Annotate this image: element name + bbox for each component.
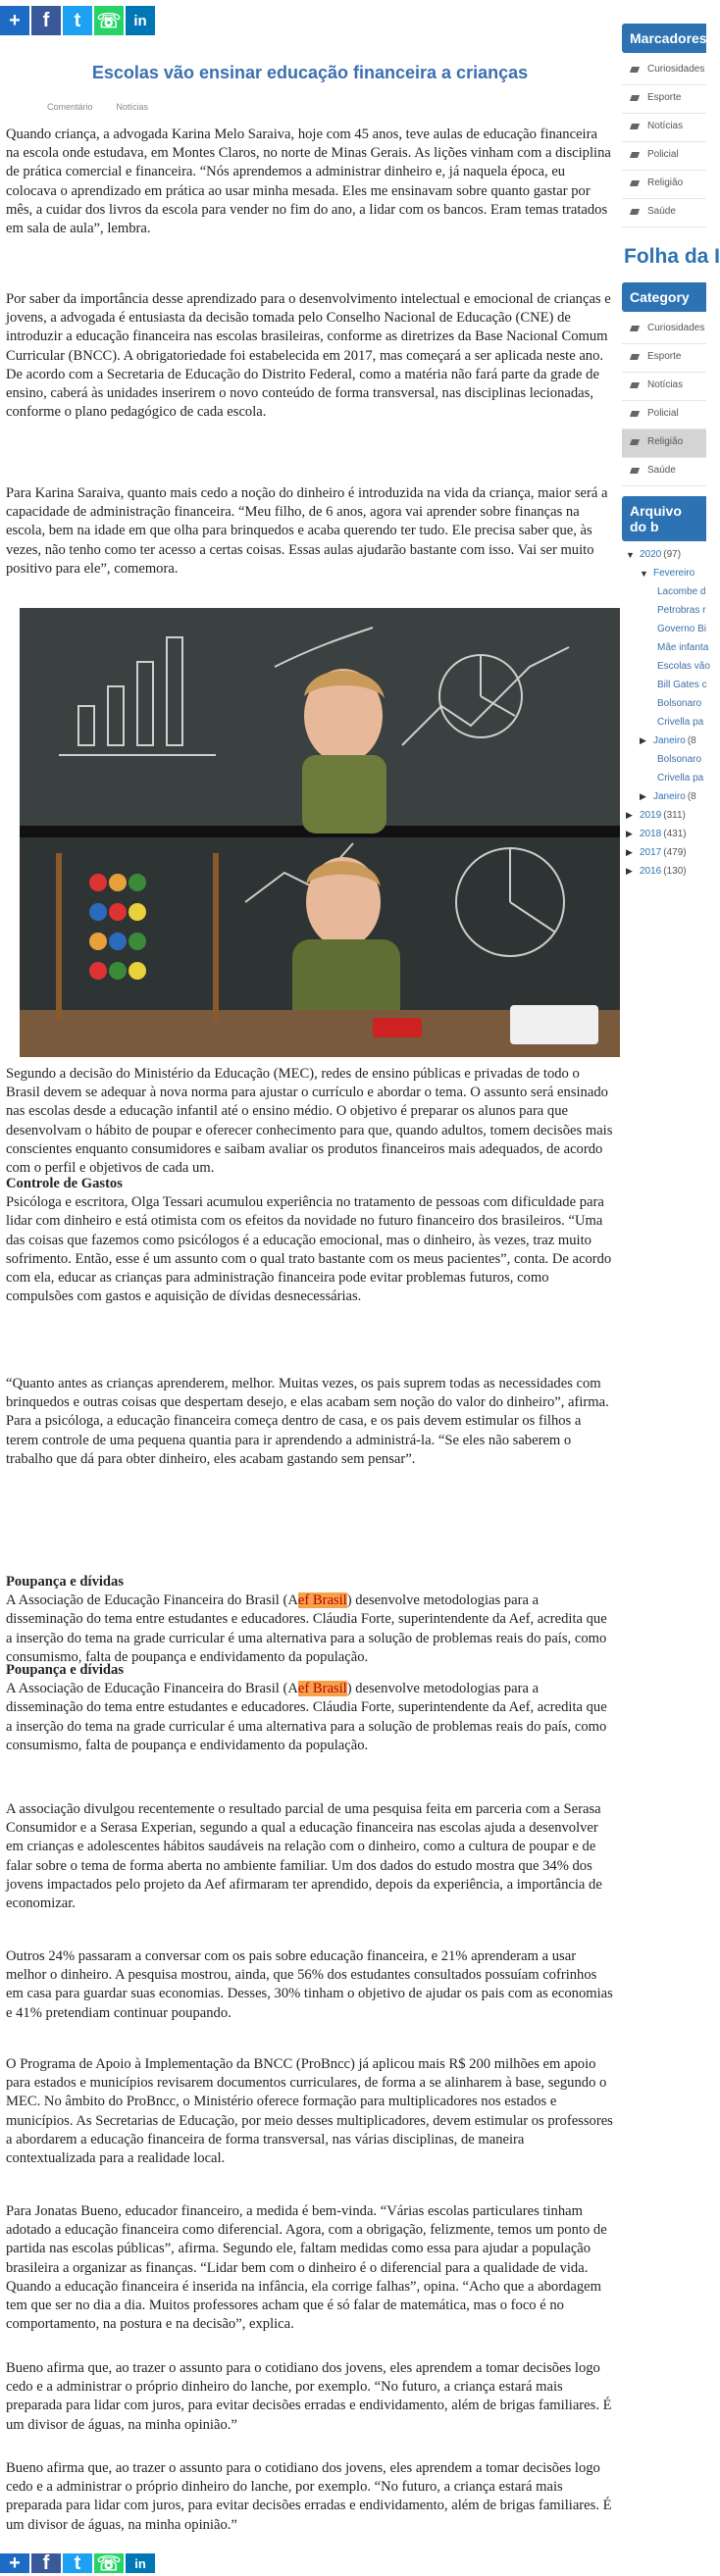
category-heading: Category xyxy=(622,282,706,312)
marcadores-heading: Marcadores xyxy=(622,24,706,53)
category-list xyxy=(622,316,706,486)
caret-right-icon[interactable]: ▶ xyxy=(626,866,633,876)
category-link[interactable]: Notícias xyxy=(622,373,706,401)
paragraph: Por saber da importância desse aprendizado para o desenvolvimento intelectual e emocional de crianças e jovens, a advogada é entusiasta da decisão tomada pelo Conselho Nacional de Educação (CNE) de introduzir a educação financeira nas escolas brasileiras, conforme as diretrizes da Base Nacional Comum Curricular (BNCC). A obrigatoriedade foi estabelecida em 2017, mas começará a ser aplicada neste ano. De acordo com a Secretaria de Educação do Distrito Federal, como a matéria não fará parte da grade de ensino, caberá às unidades inserirem o novo conteúdo de forma transversal, nas disciplinas lecionadas, conforme o plano pedagógico de cada escola. xyxy=(6,291,611,421)
child-chalkboard-illustration xyxy=(20,608,620,1057)
label-link[interactable]: Policial xyxy=(622,142,706,171)
highlighted-term: ef Brasil xyxy=(297,1592,347,1609)
paragraph-end: ) desenvolve metodologias para a disseminação do tema entre estudantes e educadores. Cláudia Forte, superintendente da Aef, acredita que a inserção do tema na grade curricular é uma alternativa para a solução de problemas reais do país, como consumismo, falta de poupança e endividamento da população. xyxy=(6,1592,607,1665)
caret-down-icon[interactable]: ▼ xyxy=(640,568,648,579)
share-bar xyxy=(0,6,155,35)
paragraph: Para Karina Saraiva, quanto mais cedo a noção do dinheiro é introduzida na vida da criança, maior será a capacidade de administração financeira. “Meu filho, de 6 anos, agora vai aprender sobre finanças na escola, bem na idade em que olha para brinquedos e acaba querendo ter tudo. Ele precisa saber que, às vezes, não tenho como ter acesso a certas coisas. Essas aulas ajudarão bastante com isso. Vai ser muito positivo para ele”, comemora. xyxy=(6,485,608,577)
archive-post[interactable]: Escolas vão xyxy=(657,661,710,672)
label-link[interactable]: Esporte xyxy=(622,85,706,114)
archive-post[interactable]: Crivella pa xyxy=(657,717,704,728)
highlighted-term: ef Brasil xyxy=(297,1681,347,1697)
label-link[interactable]: Notícias xyxy=(116,102,149,112)
marcadores-list xyxy=(622,57,706,227)
post-meta xyxy=(47,102,148,112)
paragraph: Segundo a decisão do Ministério da Educação (MEC), redes de ensino públicas e privadas de todo o Brasil devem se adequar à nova norma para ajustar o currículo e abordar o tema. O assunto será ensinado nas escolas desde a educação infantil até o ensino médio. O objetivo é preparar os alunos para que desenvolvam o hábito de poupar e oferecer conhecimento para que, quando adultos, tomem decisões mais conscientes enquanto consumidores e saibam avaliar os produtos financeiros mais adequados, de acordo com o perfil e objetivos de cada um. xyxy=(6,1066,613,1177)
category-link[interactable]: Saúde xyxy=(622,458,706,486)
paragraph: Para Jonatas Bueno, educador financeiro, a medida é bem-vinda. “Várias escolas particulares tinham adotado a educação financeira como diferencial. Agora, com a obrigação, felizmente, temos um ponto de partida nas escolas públicas”, afirma. Segundo ele, faltam medidas como essa para ajudar a população brasileira a organizar as finanças. “Lidar bem com o dinheiro é o diferencial para a qualidade de vida. Quando a educação financeira é inserida na infância, ela corrige falhas”, opina. “Acho que a abordagem tem que ser no dia a dia. Muitos professores acham que é só falar de matemática, mas o foco é no comportamento, na postura e na decisão”, explica. xyxy=(6,2203,607,2333)
label-link[interactable]: Religião xyxy=(622,171,706,199)
whatsapp-icon[interactable]: ☏ xyxy=(94,6,124,35)
article-photo xyxy=(20,608,620,1057)
whatsapp-icon[interactable]: ☏ xyxy=(94,2553,124,2573)
section-poupanca xyxy=(6,1661,614,1755)
blog-archive xyxy=(626,545,710,881)
paragraph: A associação divulgou recentemente o resultado parcial de uma pesquisa feita em parceria com a Serasa Consumidor e a Serasa Experian, segundo a qual a educação financeira nas escolas ajuda a desenvolver em crianças e adolescentes hábitos saudáveis na relação com o dinheiro, como a cultura de poupar e de falar sobre o tema de forma aberta no ambiente familiar. Um dos dados do estudo mostra que 34% dos jovens impactados pelo projeto da Aef afirmaram ter aprendido, depois da experiência, a importância de economizar. xyxy=(6,1801,602,1912)
subheading: Poupança e dívidas xyxy=(6,1574,125,1590)
paragraph: Bueno afirma que, ao trazer o assunto para o cotidiano dos jovens, eles aprendem a tomar decisões logo cedo e a administrar o próprio dinheiro do lanche, por exemplo. “No futuro, a criança estará mais preparada para lidar com juros, para evitar decisões erradas e endividamento, além de brigas familiares. É um divisor de águas, na minha opinião.” xyxy=(6,2360,612,2433)
subheading: Controle de Gastos xyxy=(6,1176,123,1191)
paragraph-end: ) desenvolve metodologias para a disseminação do tema entre estudantes e educadores. Cláudia Forte, superintendente da Aef, acredita que a inserção do tema na grade curricular é uma alternativa para a solução de problemas reais do país, como consumismo, falta de poupança e endividamento da população. xyxy=(6,1681,607,1753)
blog-brand[interactable]: Folha da I xyxy=(624,245,720,268)
sidebar xyxy=(622,24,720,881)
facebook-icon[interactable]: f xyxy=(31,6,61,35)
caret-right-icon[interactable]: ▶ xyxy=(626,829,633,838)
archive-year[interactable]: ▶ 2016 (130) xyxy=(626,866,687,877)
archive-heading: Arquivo do b xyxy=(622,496,706,541)
archive-year[interactable]: ▶ 2018 (431) xyxy=(626,829,687,839)
archive-post[interactable]: Governo Bi xyxy=(657,624,707,634)
archive-year[interactable]: ▶ 2017 (479) xyxy=(626,847,687,858)
archive-post[interactable]: Lacombe d xyxy=(657,586,706,597)
caret-right-icon[interactable]: ▶ xyxy=(626,810,633,820)
subheading: Poupança e dívidas xyxy=(6,1662,125,1678)
label-link[interactable]: Notícias xyxy=(622,114,706,142)
archive-post[interactable]: Crivella pa xyxy=(657,773,704,783)
share-bar-bottom xyxy=(0,2553,155,2573)
archive-post[interactable]: Bill Gates c xyxy=(657,680,707,690)
facebook-icon[interactable]: f xyxy=(31,2553,61,2573)
label-link[interactable]: Saúde xyxy=(622,199,706,227)
plus-icon[interactable]: + xyxy=(0,6,29,35)
category-link-active[interactable]: Religião xyxy=(622,429,706,458)
caret-right-icon[interactable]: ▶ xyxy=(640,735,646,745)
section-poupanca-duplicate xyxy=(6,1573,614,1665)
archive-post[interactable]: Bolsonaro xyxy=(657,698,702,709)
archive-month-janeiro[interactable]: ▶ Janeiro (8 xyxy=(640,791,696,802)
comment-link[interactable]: Comentário xyxy=(47,102,93,112)
paragraph: “Quanto antes as crianças aprenderem, melhor. Muitas vezes, os pais suprem todas as necessidades com brinquedos e outras coisas que despertam desejo, e elas acabam sem noção do valor do dinheiro”, afirma. Para a psicóloga, a educação financeira começa dentro de casa, e os pais devem estimular os filhos a terem controle de uma pequena quantia para ir aprendendo a administrá-la. “Se eles não saberem o trabalho que dá para obter dinheiro, eles acabam gastando sem pensar”. xyxy=(6,1376,609,1467)
twitter-icon[interactable]: t xyxy=(63,2553,92,2573)
paragraph: Quando criança, a advogada Karina Melo Saraiva, hoje com 45 anos, teve aulas de educação financeira na escola onde estudava, em Montes Claros, no norte de Minas Gerais. As lições vinham com a disciplina de prática comercial e financeira. “Nós aprendemos a administrar dinheiro e, já naquela época, eu colocava o aprendizado em prática ao usar minha mesada. Eles me ensinavam sobre quanto gastar por mês, a cuidar dos livros da escola para vender no fim do ano, a lidar com os bancos. Eram temas tratados em sala de aula”, lembra. xyxy=(6,126,611,237)
paragraph-duplicate: Bueno afirma que, ao trazer o assunto para o cotidiano dos jovens, eles aprendem a tomar decisões logo cedo e a administrar o próprio dinheiro do lanche, por exemplo. “No futuro, a criança estará mais preparada para lidar com juros, para evitar decisões erradas e endividamento, além de brigas familiares. É um divisor de águas, na minha opinião.” xyxy=(6,2460,612,2533)
archive-year[interactable]: ▶ 2019 (311) xyxy=(626,810,686,821)
paragraph: O Programa de Apoio à Implementação da BNCC (ProBncc) já aplicou mais R$ 200 milhões em apoio para estados e municípios revisarem documentos curriculares, de forma a se alinharem à base, segundo o MEC. No âmbito do ProBncc, o Ministério oferece formação para multiplicadores nos estados e municípios. As Secretarias de Educação, por meio desses multiplicadores, devem estimular os professores a abordarem a educação financeira de forma transversal, nas várias disciplinas, de maneira contextualizada para a realidade local. xyxy=(6,2056,613,2167)
category-link[interactable]: Esporte xyxy=(622,344,706,373)
label-link[interactable]: Curiosidades xyxy=(622,57,706,85)
post-title: Escolas vão ensinar educação financeira a crianças xyxy=(91,63,529,82)
archive-post[interactable]: Petrobras r xyxy=(657,605,706,616)
caret-right-icon[interactable]: ▶ xyxy=(626,847,633,857)
linkedin-icon[interactable]: in xyxy=(126,6,155,35)
archive-post[interactable]: Mãe infanta xyxy=(657,642,709,653)
category-link[interactable]: Curiosidades xyxy=(622,316,706,344)
twitter-icon[interactable]: t xyxy=(63,6,92,35)
category-link[interactable]: Policial xyxy=(622,401,706,429)
plus-icon[interactable]: + xyxy=(0,2553,29,2573)
archive-post[interactable]: Bolsonaro xyxy=(657,754,702,765)
linkedin-icon[interactable]: in xyxy=(126,2553,155,2573)
archive-month-janeiro[interactable]: ▶ Janeiro (8 xyxy=(640,735,696,746)
paragraph-start: A Associação de Educação Financeira do Brasil (A xyxy=(6,1681,298,1697)
paragraph: Outros 24% passaram a conversar com os pais sobre educação financeira, e 21% aprenderam a usar melhor o dinheiro. A pesquisa mostrou, ainda, que 56% dos estudantes consultados possuíam cofrinhos em casa para guardar suas economias. Desses, 30% tinham o objetivo de ajudar os pais com as economias e 41% pretendiam continuar poupando. xyxy=(6,1948,613,2021)
caret-down-icon[interactable]: ▼ xyxy=(626,549,635,560)
archive-year-2020[interactable]: ▼ 2020 (97) xyxy=(626,549,682,560)
archive-month-fevereiro[interactable]: ▼ Fevereiro xyxy=(640,568,695,579)
paragraph: Psicóloga e escritora, Olga Tessari acumulou experiência no tratamento de pessoas com dificuldade para lidar com dinheiro e está otimista com os efeitos da novidade no futuro financeiro dos brasileiros. “Uma das coisas que fazemos como psicólogos é a educação emocional, mas o dinheiro, às vezes, traz muito sofrimento. Então, esse é um assunto com o qual trato bastante com os meus pacientes”, conta. De acordo com ela, educar as crianças para administração financeira pode evitar problemas futuros, como compulsões com gastos e aquisição de dívidas desnecessárias. xyxy=(6,1194,612,1305)
caret-right-icon[interactable]: ▶ xyxy=(640,791,646,801)
paragraph-start: A Associação de Educação Financeira do Brasil (A xyxy=(6,1592,298,1609)
section-controle xyxy=(6,1175,614,1306)
